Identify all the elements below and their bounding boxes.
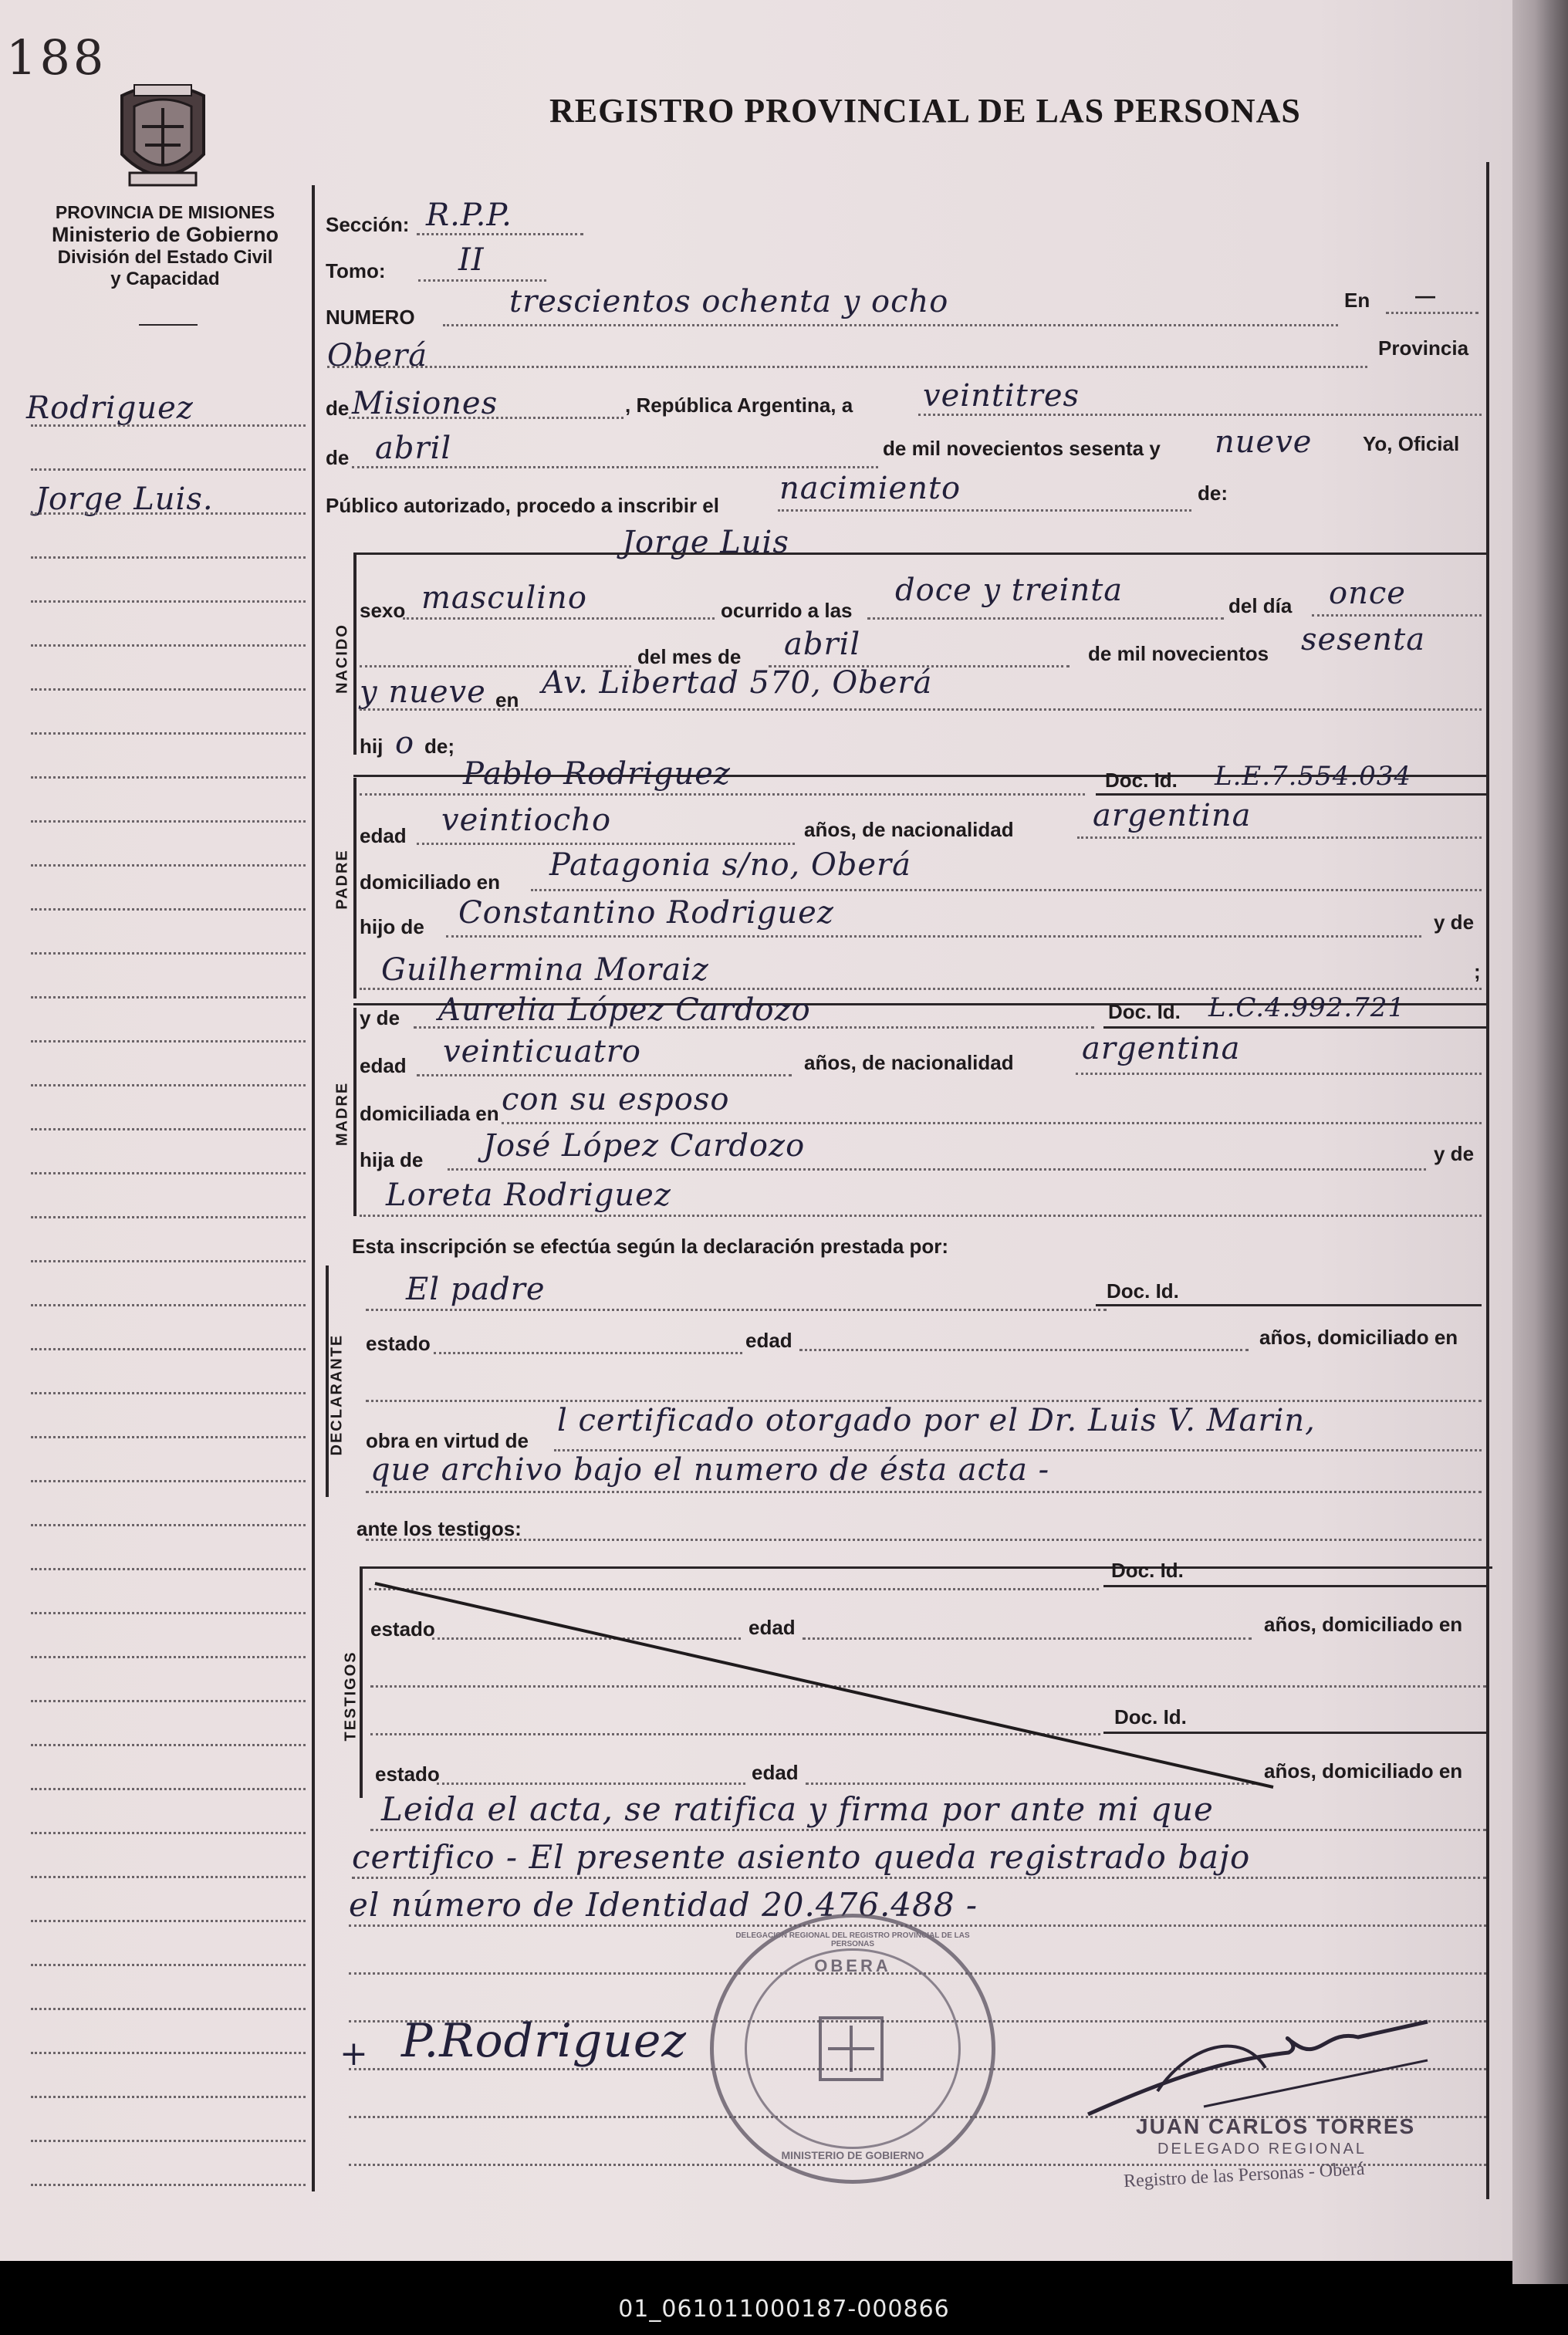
padre-side-label: PADRE bbox=[333, 849, 351, 910]
testigo2-edad-label: edad bbox=[752, 1761, 799, 1784]
margin-surname: Rodriguez bbox=[26, 390, 194, 426]
declarant-signature: P.Rodriguez bbox=[401, 2014, 688, 2068]
official-seal bbox=[710, 1914, 995, 2184]
en-label: En bbox=[1344, 289, 1370, 312]
declaracion-intro: Esta inscripción se efectúa según la declaración prestada por: bbox=[352, 1235, 949, 1258]
book-binding-edge bbox=[1512, 0, 1568, 2284]
seal-bottom-text: MINISTERIO DE GOBIERNO bbox=[781, 2149, 924, 2161]
madre-yde2-label: y de bbox=[1434, 1142, 1475, 1165]
madre-nac-label: años, de nacionalidad bbox=[804, 1051, 1014, 1074]
year-label: de mil novecientos sesenta y bbox=[883, 437, 1161, 460]
padre-yde-label: y de bbox=[1434, 911, 1475, 934]
place-value: Oberá bbox=[327, 338, 428, 373]
day-value: veintitres bbox=[923, 378, 1080, 414]
sexo-label: sexo bbox=[360, 599, 406, 622]
oficial-label: Yo, Oficial bbox=[1363, 432, 1460, 455]
de-province-label: de bbox=[326, 397, 350, 420]
registry-title: REGISTRO PROVINCIAL DE LAS PERSONAS bbox=[549, 92, 1301, 130]
dia-value: once bbox=[1329, 576, 1406, 611]
numero-value: trescientos ochenta y ocho bbox=[509, 284, 949, 319]
tomo-label: Tomo: bbox=[326, 259, 386, 282]
padre-edad-label: edad bbox=[360, 824, 407, 847]
declarant-mark: + bbox=[340, 2034, 369, 2073]
seccion-label: Sección: bbox=[326, 213, 410, 236]
declarante-edad-label: edad bbox=[745, 1329, 792, 1352]
anio2-value: y nueve bbox=[360, 674, 486, 710]
testigo2-doc-label: Doc. Id. bbox=[1114, 1705, 1187, 1728]
madre-madre-value: Loreta Rodriguez bbox=[386, 1178, 671, 1213]
hora-value: doce y treinta bbox=[895, 573, 1124, 608]
republica-label: , República Argentina, a bbox=[625, 394, 853, 417]
month-value: abril bbox=[375, 431, 452, 466]
closing-line-1: Leida el acta, se ratifica y firma por ante mi que bbox=[381, 1790, 1214, 1828]
madre-doc-label: Doc. Id. bbox=[1108, 1000, 1181, 1023]
padre-name-value: Pablo Rodriguez bbox=[463, 756, 731, 792]
lugar-value: Av. Libertad 570, Oberá bbox=[542, 665, 933, 701]
obra2-value: que archivo bajo el numero de ésta acta - bbox=[370, 1452, 1050, 1488]
padre-edad-value: veintiocho bbox=[441, 803, 612, 838]
madre-hija-label: hija de bbox=[360, 1148, 424, 1171]
provincia-label: Provincia bbox=[1378, 336, 1469, 360]
declarante-doc-label: Doc. Id. bbox=[1107, 1279, 1179, 1303]
official-title: DELEGADO REGIONAL bbox=[1157, 2141, 1367, 2158]
dia-label: del día bbox=[1228, 594, 1293, 617]
obra-label: obra en virtud de bbox=[366, 1429, 529, 1452]
hijo-suffix: o bbox=[395, 725, 415, 761]
testigo1-doc-label: Doc. Id. bbox=[1111, 1559, 1184, 1582]
nacido-side-label: NACIDO bbox=[333, 623, 351, 694]
madre-doc-value: L.C.4.992.721 bbox=[1208, 992, 1406, 1023]
official-office: Registro de las Personas - Oberá bbox=[1123, 2158, 1366, 2192]
testigos-side-label: TESTIGOS bbox=[342, 1651, 360, 1742]
anio-value: sesenta bbox=[1301, 622, 1426, 657]
year-value: nueve bbox=[1215, 424, 1313, 460]
seal-ring-text: DELEGACION REGIONAL DEL REGISTRO PROVINCIAL DE LAS PERSONAS bbox=[735, 1931, 970, 1948]
mes-label: del mes de bbox=[637, 645, 742, 668]
agency-province: PROVINCIA DE MISIONES bbox=[55, 202, 275, 222]
seccion-value: R.P.P. bbox=[426, 198, 512, 233]
madre-yde-label: y de bbox=[360, 1006, 400, 1029]
testigo1-edad-label: edad bbox=[749, 1616, 796, 1639]
padre-padre-value: Constantino Rodriguez bbox=[458, 895, 834, 931]
padre-doc-label: Doc. Id. bbox=[1105, 769, 1178, 792]
madre-nac-value: argentina bbox=[1082, 1031, 1241, 1066]
madre-padre-value: José López Cardozo bbox=[483, 1128, 806, 1164]
act-type-value: nacimiento bbox=[779, 471, 961, 506]
testigos-intro: ante los testigos: bbox=[357, 1517, 522, 1540]
en-lugar-label: en bbox=[495, 688, 519, 711]
margin-given-names: Jorge Luis. bbox=[35, 482, 214, 517]
ocurrido-label: ocurrido a las bbox=[721, 599, 853, 622]
madre-edad-value: veinticuatro bbox=[443, 1034, 641, 1070]
declarante-estado-label: estado bbox=[366, 1332, 431, 1355]
agency-capacity: y Capacidad bbox=[110, 269, 220, 289]
province-value: Misiones bbox=[352, 386, 498, 421]
padre-doc-value: L.E.7.554.034 bbox=[1215, 761, 1412, 792]
testigo1-estado-label: estado bbox=[370, 1617, 435, 1641]
madre-name-value: Aurelia López Cardozo bbox=[438, 992, 811, 1028]
declarante-anios-label: años, domiciliado en bbox=[1259, 1326, 1458, 1349]
numero-label: NUMERO bbox=[326, 306, 415, 329]
madre-dom-value: con su esposo bbox=[502, 1082, 730, 1117]
de-colon-label: de: bbox=[1198, 482, 1228, 505]
madre-dom-label: domiciliada en bbox=[360, 1102, 499, 1125]
padre-semicolon: ; bbox=[1474, 960, 1481, 983]
child-name-value: Jorge Luis bbox=[622, 525, 789, 560]
official-name: JUAN CARLOS TORRES bbox=[1136, 2114, 1416, 2138]
declarante-name-value: El padre bbox=[406, 1272, 546, 1307]
hijo-label: hij bbox=[360, 735, 384, 758]
agency-ministry: Ministerio de Gobierno bbox=[51, 223, 279, 246]
testigo2-estado-label: estado bbox=[375, 1762, 440, 1786]
seal-emblem-icon bbox=[813, 2010, 890, 2087]
padre-madre-value: Guilhermina Moraiz bbox=[381, 952, 709, 988]
obra-value: l certificado otorgado por el Dr. Luis V. Marin, bbox=[557, 1403, 1316, 1438]
closing-line-2: certifico - El presente asiento queda registrado bajo bbox=[352, 1838, 1251, 1876]
publico-label: Público autorizado, procedo a inscribir el bbox=[326, 494, 719, 517]
padre-dom-value: Patagonia s/no, Oberá bbox=[549, 847, 912, 883]
closing-line-3: el número de Identidad 20.476.488 - bbox=[349, 1886, 978, 1924]
padre-hijo-label: hijo de bbox=[360, 915, 424, 938]
page-number: 188 bbox=[6, 29, 107, 86]
sexo-value: masculino bbox=[421, 580, 587, 616]
tomo-value: II bbox=[458, 242, 485, 278]
image-caption: 01_061011000187-000866 bbox=[0, 2284, 1568, 2335]
testigo1-anios-label: años, domiciliado en bbox=[1264, 1613, 1463, 1636]
padre-nac-value: argentina bbox=[1093, 798, 1252, 833]
mes-value: abril bbox=[784, 627, 861, 662]
madre-edad-label: edad bbox=[360, 1054, 407, 1077]
declarante-side-label: DECLARANTE bbox=[328, 1333, 346, 1456]
padre-nac-label: años, de nacionalidad bbox=[804, 818, 1014, 841]
padre-dom-label: domiciliado en bbox=[360, 870, 501, 894]
de-month-label: de bbox=[326, 446, 350, 469]
testigo2-anios-label: años, domiciliado en bbox=[1264, 1759, 1463, 1783]
en-value: — bbox=[1415, 284, 1435, 307]
madre-side-label: MADRE bbox=[333, 1081, 351, 1147]
anio-label: de mil novecientos bbox=[1088, 642, 1269, 665]
seal-top-text: OBERA bbox=[814, 1956, 891, 1975]
agency-division: División del Estado Civil bbox=[57, 247, 273, 268]
hijo-de-label: de; bbox=[424, 735, 455, 758]
